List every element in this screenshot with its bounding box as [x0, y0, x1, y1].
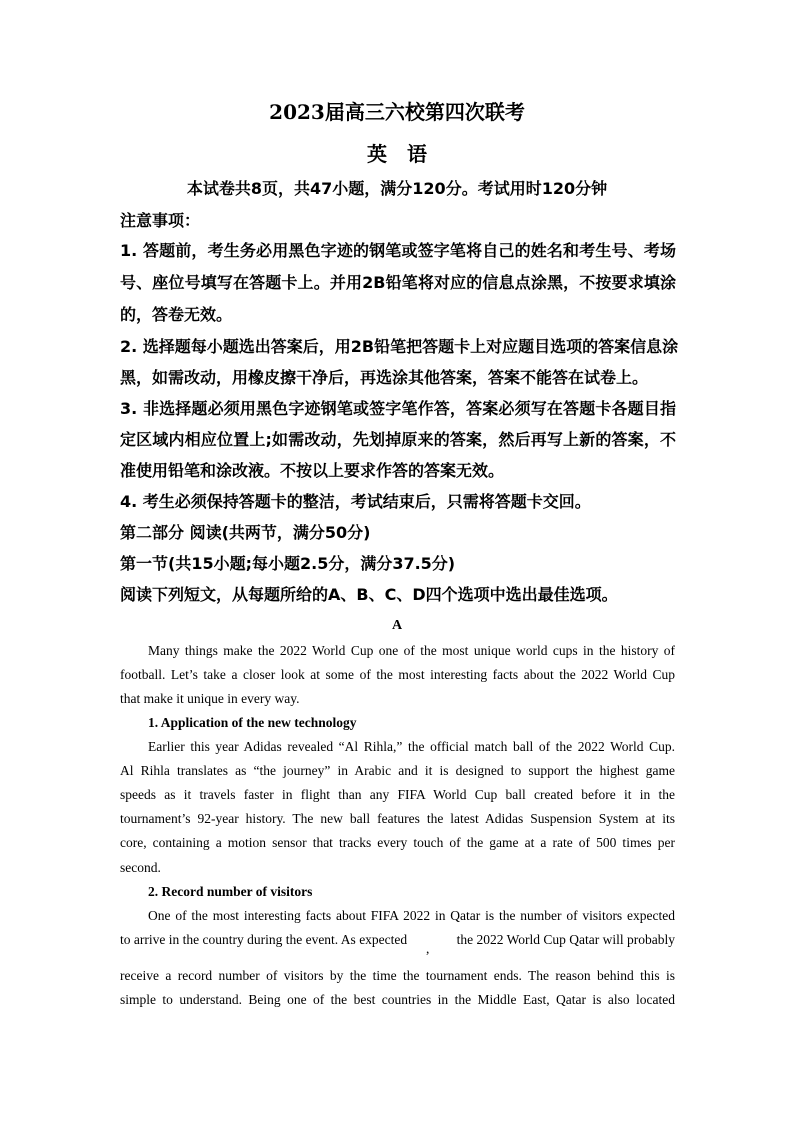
notice-line: 准使用铅笔和涂改液。不按以上要求作答的答案无效。 — [120, 461, 505, 480]
part-heading: 第二部分 阅读(共两节，满分50分) — [120, 523, 371, 542]
stray-comma: , — [426, 941, 430, 956]
passage-line: to arrive in the country during the event. As expected — [120, 932, 408, 947]
passage-line: receive a record number of visitors by the time the tournament ends. The reason behind this is — [120, 968, 675, 983]
notice-line: 的，答卷无效。 — [120, 305, 233, 324]
passage-line: Al Rihla translates as “the journey” in Arabic and it is designed to support the highest game — [120, 763, 675, 778]
notice-line: 1. 答题前，考生务必用黑色字迹的钢笔或签字笔将自己的姓名和考生号、考场 — [120, 241, 676, 260]
passage-line: Many things make the 2022 World Cup one of the most unique world cups in the history of — [148, 643, 675, 658]
notice-line: 定区域内相应位置上;如需改动，先划掉原来的答案，然后再写上新的答案，不 — [120, 430, 676, 449]
passage-line: simple to understand. Being one of the best countries in the Middle East, Qatar is also located — [120, 992, 675, 1007]
passage-line: second. — [120, 860, 161, 875]
passage-label: A — [391, 618, 403, 633]
passage-subheading: 2. Record number of visitors — [148, 884, 313, 899]
passage-line: core, containing a motion sensor that tracks every touch of the game at a rate of 500 times per — [120, 835, 675, 850]
passage-line: tournament’s 92-year history. The new ball features the latest Adidas Suspension System at its — [120, 811, 675, 826]
notice-heading: 注意事项： — [120, 211, 201, 230]
passage-line: that make it unique in every way. — [120, 691, 300, 706]
passage-line: football. Let’s take a closer look at some of the most interesting facts about the 2022 World Cup — [120, 667, 675, 682]
passage-line: Earlier this year Adidas revealed “Al Rihla,” the official match ball of the 2022 World Cup. — [148, 739, 675, 754]
notice-line: 3. 非选择题必须用黑色字迹钢笔或签字笔作答，答案必须写在答题卡各题目指 — [120, 399, 676, 418]
instructions: 阅读下列短文，从每题所给的A、B、C、D四个选项中选出最佳选项。 — [120, 585, 618, 604]
notice-line: 号、座位号填写在答题卡上。并用2B铅笔将对应的信息点涂黑，不按要求填涂 — [120, 273, 676, 292]
subsection-heading: 第一节(共15小题;每小题2.5分，满分37.5分) — [120, 554, 456, 573]
subject-title: 英 语 — [367, 142, 427, 166]
notice-line: 4. 考生必须保持答题卡的整洁，考试结束后，只需将答题卡交回。 — [120, 492, 591, 511]
notice-line: 黑，如需改动，用橡皮擦干净后，再选涂其他答案，答案不能答在试卷上。 — [120, 368, 649, 387]
exam-title: 2023届高三六校第四次联考 — [269, 100, 525, 124]
exam-info: 本试卷共8页，共47小题，满分120分。考试用时120分钟 — [186, 179, 608, 198]
passage-line: the 2022 World Cup Qatar will probably — [456, 932, 675, 947]
notice-line: 2. 选择题每小题选出答案后，用2B铅笔把答题卡上对应题目选项的答案信息涂 — [120, 337, 679, 356]
passage-line: speeds as it travels faster in flight than any FIFA World Cup ball created before it in the — [120, 787, 675, 802]
passage-line: One of the most interesting facts about FIFA 2022 in Qatar is the number of visitors expected — [148, 908, 675, 923]
passage-subheading: 1. Application of the new technology — [148, 715, 357, 730]
